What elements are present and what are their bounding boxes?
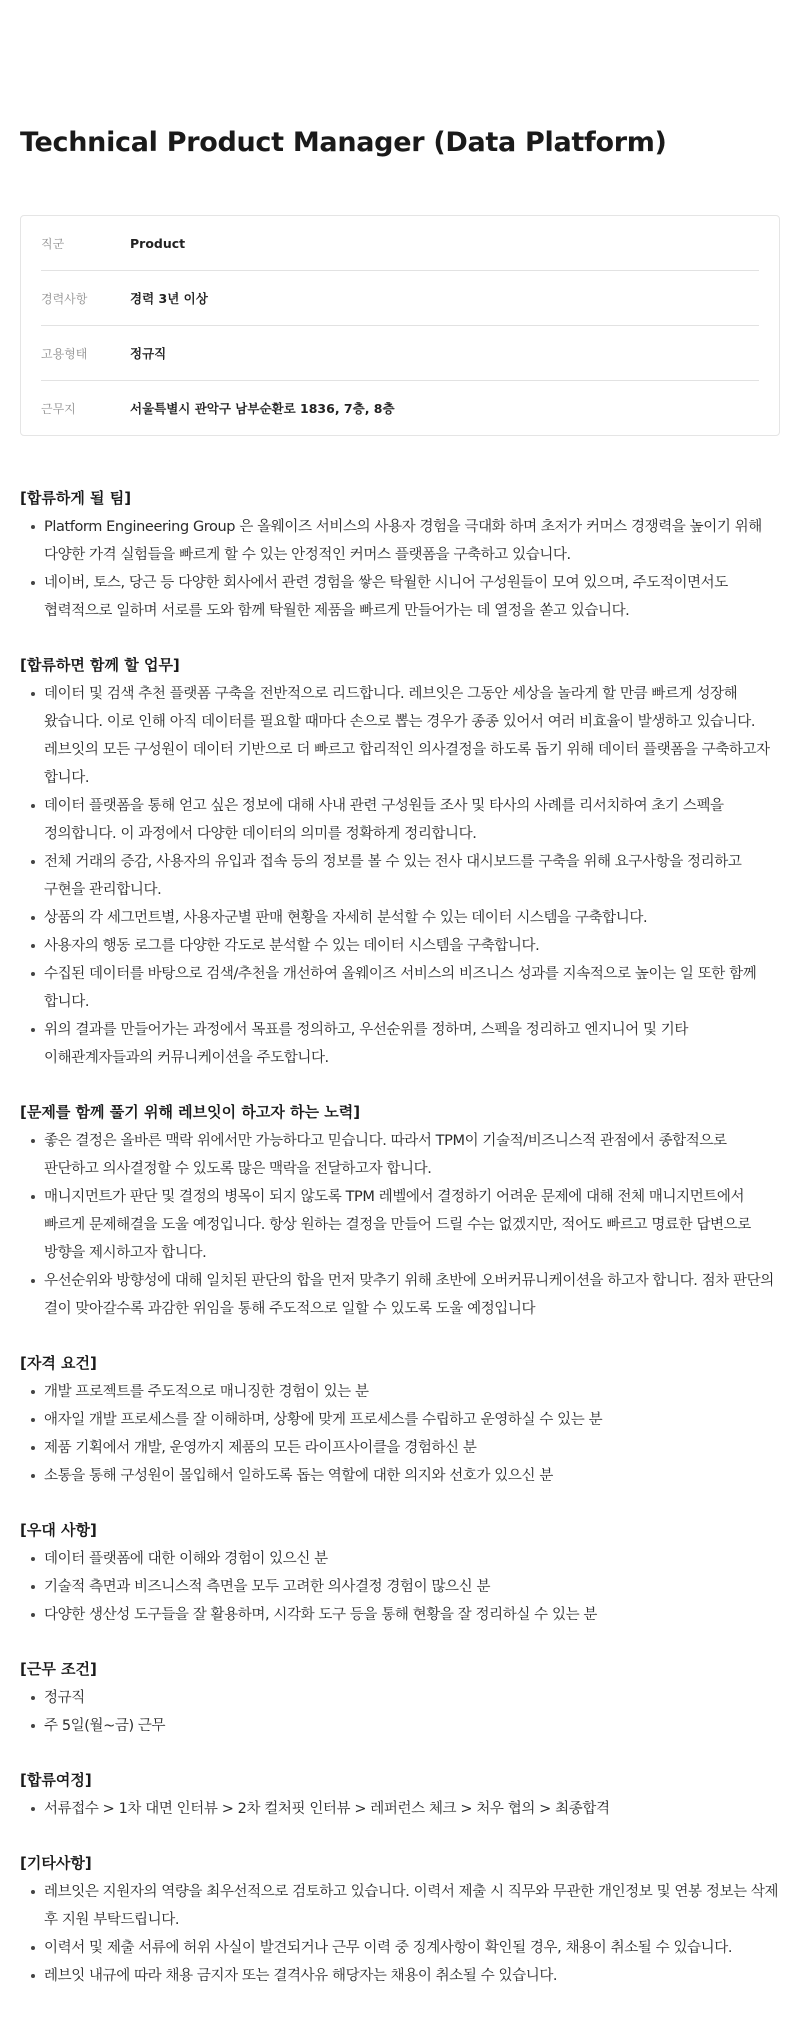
list-item: 정규직	[20, 1684, 780, 1712]
info-row-job-group	[41, 216, 759, 271]
info-value: 서울특별시 관악구 남부순환로 1836, 7층, 8층	[130, 401, 395, 416]
info-row-location	[41, 381, 759, 435]
info-value: 정규직	[130, 346, 167, 361]
list-item: Platform Engineering Group 은 올웨이즈 서비스의 사용자 경험을 극대화 하며 초저가 커머스 경쟁력을 높이기 위해 다양한 가격 실험들을 빠르게 할 수 있는 안정적인 커머스 플랫폼을 구축하고 있습니다.	[20, 513, 780, 569]
list-item: 애자일 개발 프로세스를 잘 이해하며, 상황에 맞게 프로세스를 수립하고 운영하실 수 있는 분	[20, 1406, 780, 1434]
list-item: 데이터 및 검색 추천 플랫폼 구축을 전반적으로 리드합니다. 레브잇은 그동안 세상을 놀라게 할 만큼 빠르게 성장해 왔습니다. 이로 인해 아직 데이터를 필요할 때마다 손으로 뽑는 경우가 종종 있어서 여러 비효율이 발생하고 있습니다. 레브잇의 모든 구성원이 데이터 기반으로 더 빠르고 합리적인 의사결정을 하도록 돕기 위해 데이터 플랫폼을 구축하고자 합니다.	[20, 680, 780, 792]
bullet-list	[20, 680, 780, 1072]
bullet-list	[20, 1545, 780, 1629]
job-summary-box	[20, 215, 780, 436]
section-title: [근무 조건]	[20, 1660, 97, 1678]
list-item: 우선순위와 방향성에 대해 일치된 판단의 합을 먼저 맞추기 위해 초반에 오버커뮤니케이션을 하고자 합니다. 점차 판단의 결이 맞아갈수록 과감한 위임을 통해 주도적으로 일할 수 있도록 도울 예정입니다	[20, 1267, 780, 1323]
section-responsibilities	[20, 655, 780, 1072]
info-value: Product	[130, 235, 186, 251]
list-item: 서류접수 > 1차 대면 인터뷰 > 2차 컬처핏 인터뷰 > 레퍼런스 체크 > 처우 협의 > 최종합격	[20, 1795, 780, 1823]
bullet-list	[20, 1127, 780, 1323]
section-title: [합류여정]	[20, 1771, 92, 1789]
bullet-list	[20, 513, 780, 625]
section-title: [합류하게 될 팀]	[20, 489, 132, 507]
section-notes	[20, 1853, 780, 1990]
list-item: 사용자의 행동 로그를 다양한 각도로 분석할 수 있는 데이터 시스템을 구축합니다.	[20, 932, 780, 960]
list-item: 위의 결과를 만들어가는 과정에서 목표를 정의하고, 우선순위를 정하며, 스펙을 정리하고 엔지니어 및 기타 이해관계자들과의 커뮤니케이션을 주도합니다.	[20, 1016, 780, 1072]
list-item: 기술적 측면과 비즈니스적 측면을 모두 고려한 의사결정 경험이 많으신 분	[20, 1573, 780, 1601]
list-item: 수집된 데이터를 바탕으로 검색/추천을 개선하여 올웨이즈 서비스의 비즈니스 성과를 지속적으로 높이는 일 또한 함께 합니다.	[20, 960, 780, 1016]
list-item: 데이터 플랫폼에 대한 이해와 경험이 있으신 분	[20, 1545, 780, 1573]
section-title: [자격 요건]	[20, 1354, 97, 1372]
list-item: 좋은 결정은 올바른 맥락 위에서만 가능하다고 믿습니다. 따라서 TPM이 기술적/비즈니스적 관점에서 종합적으로 판단하고 의사결정할 수 있도록 많은 맥락을 전달하고자 합니다.	[20, 1127, 780, 1183]
section-title: [문제를 함께 풀기 위해 레브잇이 하고자 하는 노력]	[20, 1103, 361, 1121]
page-title: Technical Product Manager (Data Platform)	[20, 127, 667, 158]
job-description	[20, 488, 780, 1990]
list-item: 이력서 및 제출 서류에 허위 사실이 발견되거나 근무 이력 중 징계사항이 확인될 경우, 채용이 취소될 수 있습니다.	[20, 1934, 780, 1962]
bullet-list	[20, 1684, 780, 1740]
section-requirements	[20, 1353, 780, 1490]
section-preferred	[20, 1520, 780, 1629]
list-item: 개발 프로젝트를 주도적으로 매니징한 경험이 있는 분	[20, 1378, 780, 1406]
info-label: 직군	[41, 236, 65, 251]
list-item: 상품의 각 세그먼트별, 사용자군별 판매 현황을 자세히 분석할 수 있는 데이터 시스템을 구축합니다.	[20, 904, 780, 932]
info-value: 경력 3년 이상	[130, 291, 208, 306]
info-label: 경력사항	[41, 291, 88, 306]
info-label: 근무지	[41, 401, 76, 416]
info-row-employment-type	[41, 326, 759, 381]
bullet-list	[20, 1378, 780, 1490]
list-item: 전체 거래의 증감, 사용자의 유입과 접속 등의 정보를 볼 수 있는 전사 대시보드를 구축을 위해 요구사항을 정리하고 구현을 관리합니다.	[20, 848, 780, 904]
list-item: 다양한 생산성 도구들을 잘 활용하며, 시각화 도구 등을 통해 현황을 잘 정리하실 수 있는 분	[20, 1601, 780, 1629]
list-item: 레브잇은 지원자의 역량을 최우선적으로 검토하고 있습니다. 이력서 제출 시 직무와 무관한 개인정보 및 연봉 정보는 삭제 후 지원 부탁드립니다.	[20, 1878, 780, 1934]
bullet-list	[20, 1795, 780, 1823]
list-item: 매니지먼트가 판단 및 결정의 병목이 되지 않도록 TPM 레벨에서 결정하기 어려운 문제에 대해 전체 매니지먼트에서 빠르게 문제해결을 도울 예정입니다. 항상 원하는 결정을 만들어 드릴 수는 없겠지만, 적어도 빠르고 명료한 답변으로 방향을 제시하고자 합니다.	[20, 1183, 780, 1267]
section-hiring-process	[20, 1770, 780, 1823]
section-work-conditions	[20, 1659, 780, 1740]
info-label: 고용형태	[41, 346, 88, 361]
section-company-efforts	[20, 1102, 780, 1323]
section-title: [합류하면 함께 할 업무]	[20, 656, 180, 674]
list-item: 소통을 통해 구성원이 몰입해서 일하도록 돕는 역할에 대한 의지와 선호가 있으신 분	[20, 1462, 780, 1490]
list-item: 주 5일(월~금) 근무	[20, 1712, 780, 1740]
section-title: [기타사항]	[20, 1854, 92, 1872]
list-item: 제품 기획에서 개발, 운영까지 제품의 모든 라이프사이클을 경험하신 분	[20, 1434, 780, 1462]
list-item: 데이터 플랫폼을 통해 얻고 싶은 정보에 대해 사내 관련 구성원들 조사 및 타사의 사례를 리서치하여 초기 스펙을 정의합니다. 이 과정에서 다양한 데이터의 의미를 정확하게 정리합니다.	[20, 792, 780, 848]
section-team	[20, 488, 780, 625]
list-item: 레브잇 내규에 따라 채용 금지자 또는 결격사유 해당자는 채용이 취소될 수 있습니다.	[20, 1962, 780, 1990]
list-item: 네이버, 토스, 당근 등 다양한 회사에서 관련 경험을 쌓은 탁월한 시니어 구성원들이 모여 있으며, 주도적이면서도 협력적으로 일하며 서로를 도와 함께 탁월한 제품을 빠르게 만들어가는 데 열정을 쏟고 있습니다.	[20, 569, 780, 625]
bullet-list	[20, 1878, 780, 1990]
info-row-experience	[41, 271, 759, 326]
section-title: [우대 사항]	[20, 1521, 97, 1539]
